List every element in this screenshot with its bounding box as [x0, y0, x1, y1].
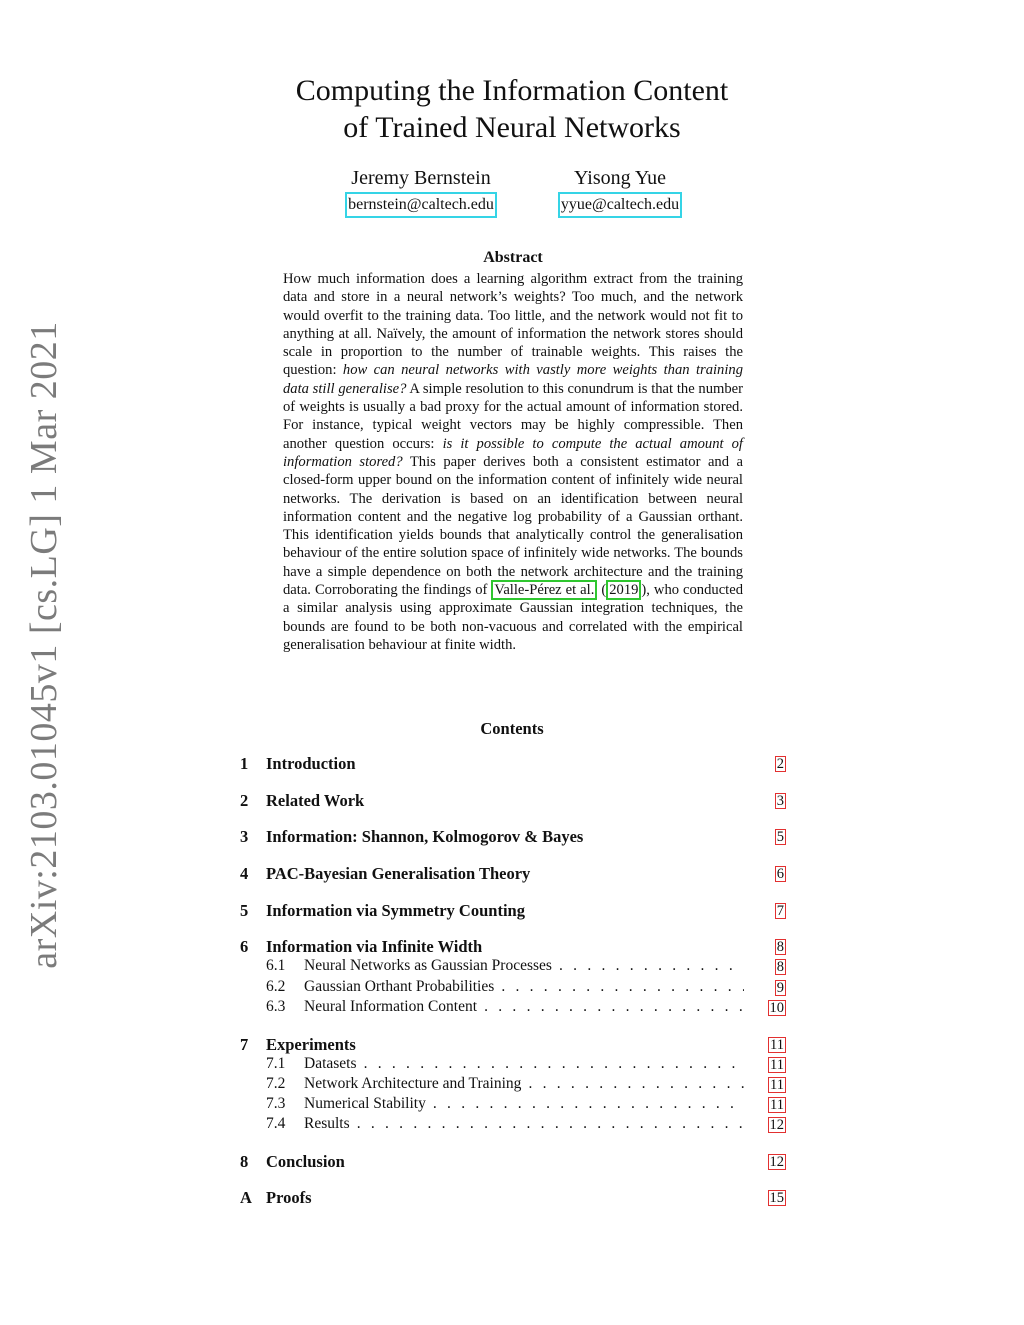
table-of-contents [240, 754, 786, 1225]
abstract-text: How much information does a learning algorithm extract from the training data and store in a neural network’s weights? Too much, and the network would overfit to the training data. Too little, and the network would not fit to anything at all. Naïvely, the amount of information the network stores should scale in proportion to the number of trainable weights. This raises the question: [283, 271, 743, 379]
toc-subsection [240, 1115, 786, 1135]
subsection-number: 7.4 [266, 1115, 286, 1133]
page-link[interactable]: 11 [770, 1036, 784, 1053]
title-line-2: of Trained Neural Networks [343, 111, 681, 144]
toc-subsection [240, 998, 786, 1018]
page-link[interactable]: 2 [776, 756, 784, 772]
toc-subsection [240, 1095, 786, 1115]
subsection-title: Neural Networks as Gaussian Processes . . . [304, 957, 744, 975]
page-link[interactable]: 11 [770, 1076, 784, 1093]
page-link[interactable]: 15 [769, 1190, 784, 1207]
section-title: PAC-Bayesian Generalisation Theory [266, 864, 531, 884]
section-title: Conclusion [266, 1151, 345, 1171]
subsection-title: Numerical Stability . . . [304, 1095, 744, 1113]
toc-subsection [240, 1055, 786, 1075]
abstract-text: This paper derives both a consistent estimator and a closed-form upper bound on the information content of infinitely wide neural networks. The derivation is based on an identification between neural information content and the negative log probability of a Gaussian orthant. This identification yields bounds that analytically control the generalisation behaviour of the entire solution space of infinitely wide networks. The bounds have a simple dependence on both the network architecture and the training data. Corroborating the findings of [283, 453, 743, 599]
abstract-body: How much information does a learning algorithm extract from the training data and store in a neural network’s weights? Too much, and the network would overfit to the training data. Too little, and the network would not fit to anything at all. Naïvely, the amount of information the network stores should scale in proportion to the number of trainable weights. This raises the question: how can neural networks with vastly more weights than training data still generalise? A simple resolution to this conundrum is that the number of weights is usually a bad proxy for the actual amount of information stored. For instance, typical weight vectors may be highly compressible. Then another question occurs: is it possible to compute the actual amount of information stored? This paper derives both a consistent estimator and a closed-form upper bound on the information content of infinitely wide neural networks. The derivation is based on an identification between neural information content and the negative log probability of a Gaussian orthant. This identification yields bounds that analytically control the generalisation behaviour of the entire solution space of infinitely wide networks. The bounds have a simple dependence on both the network architecture and the training data. Corroborating the findings of Valle-Pérez et al. ( 2019 ), who conducted a similar analysis using approximate Gaussian integration techniques, the bounds are found to be both non-vacuous and correlated with the empirical generalisation behaviour at finite width. [283, 271, 744, 653]
page-link[interactable]: 11 [770, 1096, 784, 1113]
section-title: Introduction [266, 754, 356, 773]
subsection-number: 6.2 [266, 977, 286, 995]
toc-section [240, 937, 786, 957]
abstract-question: how can neural networks with vastly more weights than training data still generalise? [283, 362, 743, 397]
section-number: 2 [240, 790, 249, 810]
section-title: Information via Symmetry Counting [266, 900, 525, 920]
section-number: 6 [240, 937, 249, 957]
subsection-number: 7.2 [266, 1074, 286, 1092]
toc-section [240, 864, 786, 884]
subsection-number: 7.1 [266, 1054, 286, 1072]
author-2 [554, 166, 686, 218]
section-number: 8 [240, 1151, 249, 1171]
section-title: Proofs [266, 1188, 312, 1208]
page-link[interactable]: 3 [776, 792, 784, 809]
section-number: 4 [240, 864, 249, 884]
page-link[interactable]: 8 [776, 959, 784, 976]
subsection-title: Neural Information Content . . . [304, 998, 744, 1016]
section-number: 1 [240, 754, 249, 773]
section-title: Information via Infinite Width [266, 937, 483, 957]
toc-section [240, 1035, 786, 1055]
author-1 [338, 166, 504, 218]
citation-year-link[interactable]: 2019 [606, 580, 641, 600]
toc-section [240, 1152, 786, 1172]
toc-subsection [240, 1075, 786, 1095]
section-number: A [240, 1188, 252, 1208]
subsection-number: 6.1 [266, 957, 286, 975]
subsection-number: 6.3 [266, 997, 286, 1015]
toc-subsection-group [240, 957, 786, 1018]
abstract-heading: Abstract [483, 249, 543, 266]
abstract-question: is it possible to compute the actual amount of information stored? [283, 435, 743, 470]
abstract-text: A simple resolution to this conundrum is that the number of weights is usually a bad proxy for the actual amount of information stored. For instance, typical weight vectors may be highly compressible. Then another question occurs: [283, 380, 743, 452]
abstract-text: , who conducted a similar analysis using approximate Gaussian integration techniques, the bounds are found to be both non-vacuous and correlated with the empirical generalisation behaviour at finite width. [283, 582, 744, 653]
page-link[interactable]: 5 [776, 829, 784, 846]
author-email-link[interactable]: bernstein@caltech.edu [345, 192, 497, 218]
toc-section [240, 754, 786, 774]
toc-section [240, 901, 786, 921]
title-line-1: Computing the Information Content [295, 74, 729, 107]
page-link[interactable]: 12 [769, 1117, 784, 1134]
section-title: Information: Shannon, Kolmogorov & Bayes [266, 827, 584, 847]
section-number: 5 [240, 900, 249, 920]
toc-section [240, 791, 786, 811]
page-link[interactable]: 11 [770, 1056, 784, 1073]
author-email-link[interactable]: yyue@caltech.edu [558, 192, 682, 218]
page-link[interactable]: 9 [776, 979, 784, 996]
page-link[interactable]: 6 [776, 866, 784, 883]
subsection-title: Results . . . [304, 1115, 744, 1133]
toc-subsection-group [240, 1055, 786, 1136]
abstract [283, 248, 743, 654]
page-link[interactable]: 8 [776, 939, 784, 956]
toc-subsection [240, 957, 786, 977]
page-link[interactable]: 12 [769, 1153, 784, 1170]
subsection-title: Gaussian Orthant Probabilities . . . [304, 978, 744, 996]
toc-section [240, 827, 786, 847]
paper-title [0, 72, 1024, 146]
section-number: 3 [240, 827, 249, 847]
toc-subsection [240, 978, 786, 998]
author-name: Yisong Yue [573, 167, 667, 189]
section-title: Experiments [266, 1034, 356, 1054]
section-number: 7 [240, 1034, 249, 1054]
arxiv-stamp: arXiv:2103.01045v1 [cs.LG] 1 Mar 2021 [23, 321, 65, 969]
subsection-title: Datasets . . . [304, 1055, 744, 1073]
page-link[interactable]: 10 [769, 999, 784, 1016]
page-link[interactable]: 7 [776, 902, 784, 919]
subsection-number: 7.3 [266, 1094, 286, 1112]
author-name: Jeremy Bernstein [351, 167, 491, 189]
contents-heading: Contents [480, 719, 544, 738]
section-title: Related Work [266, 790, 365, 810]
toc-section [240, 1188, 786, 1208]
citation-link[interactable]: Valle-Pérez et al. [491, 580, 597, 600]
subsection-title: Network Architecture and Training . . . [304, 1075, 744, 1093]
